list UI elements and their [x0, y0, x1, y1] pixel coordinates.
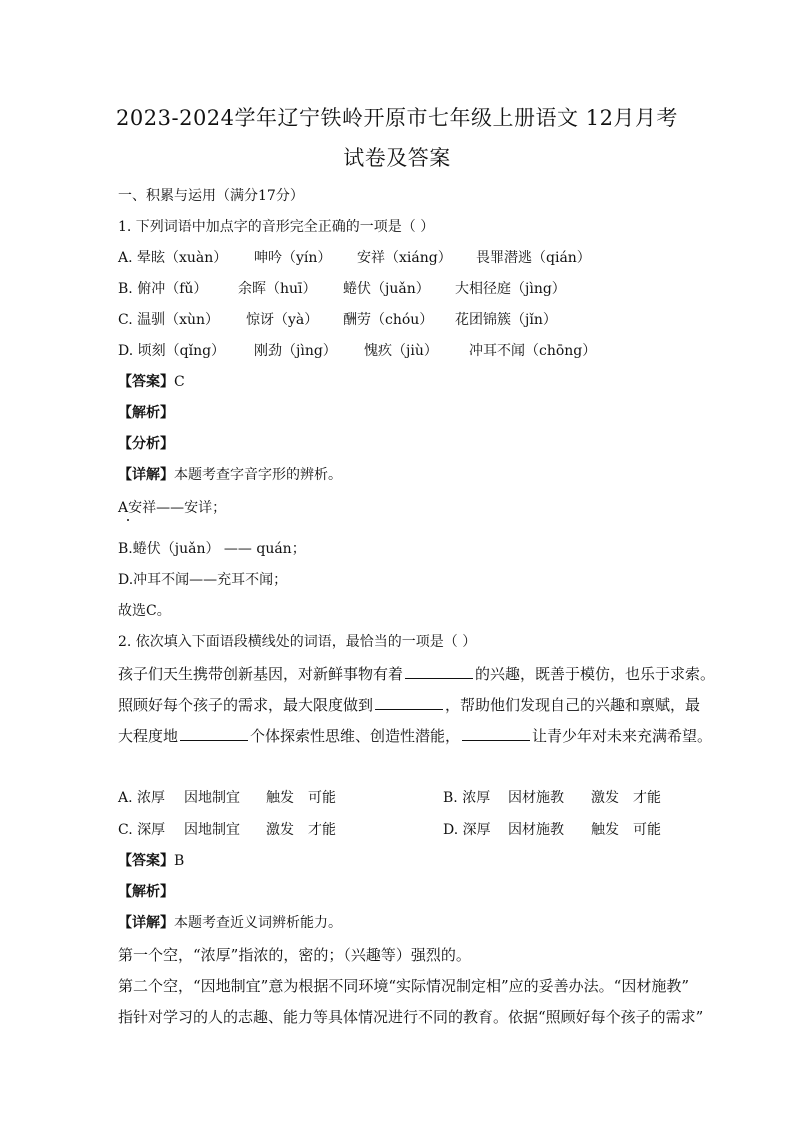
q2-explanation-line2: 第二个空，“因地制宜”意为根据不同环境“实际情况制定相”应的妥善办法。“因材施教” — [118, 977, 690, 995]
q2-option-a-1: A. 浓厚 — [118, 790, 166, 806]
detail-text: 本题考查字音字形的辨析。 — [174, 467, 342, 483]
q1-conclusion: 故选C。 — [118, 603, 171, 619]
q1-option-d-4: 冲耳不闻（chōng） — [469, 343, 597, 359]
q2-option-c-4: 才能 — [308, 822, 336, 838]
document-title-line1: 2023-2024学年辽宁铁岭开原市七年级上册语文 12月月考 — [116, 106, 678, 130]
answer-value: B — [174, 853, 185, 869]
analysis-label: 【解析】 — [118, 884, 174, 900]
q2-option-b-3: 激发 — [591, 790, 619, 806]
fenxi-label: 【分析】 — [118, 436, 174, 452]
q1-note-d: D.冲耳不闻——充耳不闻； — [118, 572, 288, 588]
document-title-line2: 试卷及答案 — [343, 146, 451, 170]
answer-value: C — [174, 374, 185, 390]
answer-label: 【答案】 — [118, 374, 174, 390]
q2-answer — [118, 851, 184, 871]
section-heading: 一、积累与运用（满分17分） — [118, 188, 304, 204]
emphasis-dot — [127, 519, 129, 521]
q2-paragraph-line2: 照顾好每个孩子的需求，最大限度做到 ，帮助他们发现自己的兴趣和禀赋，最 — [118, 696, 701, 714]
q2-option-b-2: 因材施教 — [508, 790, 564, 806]
fill-blank-1 — [405, 664, 473, 679]
q1-option-d-1: D. 顷刻（qǐng） — [118, 343, 226, 359]
fill-blank-4 — [462, 726, 530, 741]
q1-option-b-3: 蜷伏（juǎn） — [343, 281, 430, 297]
q2-detail — [118, 913, 342, 933]
q1-option-b-1: B. 俯冲（fǔ） — [118, 281, 208, 297]
q2-option-c-3: 激发 — [266, 822, 294, 838]
q1-detail — [118, 465, 342, 485]
q2-explanation-line3: 指针对学习的人的志趣、能力等具体情况进行不同的教育。依据“照顾好每个孩子的需求” — [118, 1008, 704, 1026]
q1-option-c-4: 花团锦簇（jǐn） — [455, 312, 557, 328]
q2-explanation-line1: 第一个空，“浓厚”指浓的，密的；（兴趣等）强烈的。 — [118, 946, 471, 964]
q1-option-c-1: C. 温驯（xùn） — [118, 312, 220, 328]
analysis-label: 【解析】 — [118, 405, 174, 421]
detail-label: 【详解】 — [118, 467, 174, 483]
q1-option-c-3: 酬劳（chóu） — [343, 312, 434, 328]
q1-option-a-4: 畏罪潜逃（qián） — [476, 250, 591, 266]
q2-option-b-4: 才能 — [633, 790, 661, 806]
question-1-stem: 1. 下列词语中加点字的音形完全正确的一项是（ ） — [118, 219, 435, 235]
q2-option-a-2: 因地制宜 — [184, 790, 240, 806]
detail-label: 【详解】 — [118, 915, 174, 931]
q1-option-d-2: 刚劲（jìng） — [254, 343, 337, 359]
q2-option-d-4: 可能 — [633, 822, 661, 838]
q1-option-b-4: 大相径庭（jìng） — [455, 281, 566, 297]
q2-option-c-1: C. 深厚 — [118, 822, 166, 838]
q1-option-d-3: 愧疚（jiù） — [364, 343, 438, 359]
q2-paragraph-line1: 孩子们天生携带创新基因，对新鲜事物有着 的兴趣，既善于模仿，也乐于求索。 — [118, 665, 716, 683]
q2-option-d-2: 因材施教 — [508, 822, 564, 838]
q1-note-b: B.蜷伏（juǎn） —— quán； — [118, 541, 306, 557]
q1-option-a-3: 安祥（xiáng） — [357, 250, 452, 266]
fill-blank-2 — [375, 695, 443, 710]
q2-option-c-2: 因地制宜 — [184, 822, 240, 838]
q1-note-a: A安祥——安详； — [118, 500, 227, 516]
q2-option-d-3: 触发 — [591, 822, 619, 838]
q1-option-c-2: 惊讶（yà） — [246, 312, 319, 328]
q1-option-a-2: 呻吟（yín） — [254, 250, 332, 266]
question-2-stem: 2. 依次填入下面语段横线处的词语，最恰当的一项是（ ） — [118, 634, 477, 650]
q1-fenxi-label — [118, 434, 174, 454]
q2-option-a-4: 可能 — [308, 790, 336, 806]
q1-analysis-label — [118, 403, 174, 423]
q1-answer — [118, 372, 185, 392]
q2-analysis-label — [118, 882, 174, 902]
detail-text: 本题考查近义词辨析能力。 — [174, 915, 342, 931]
q2-paragraph-line3: 大程度地 个体探索性思维、创造性潜能， 让青少年对未来充满希望。 — [118, 727, 713, 745]
q2-option-b-1: B. 浓厚 — [443, 790, 491, 806]
fill-blank-3 — [180, 726, 248, 741]
q1-option-b-2: 余晖（huī） — [238, 281, 317, 297]
q2-option-a-3: 触发 — [266, 790, 294, 806]
q2-option-d-1: D. 深厚 — [443, 822, 491, 838]
answer-label: 【答案】 — [118, 853, 174, 869]
q1-option-a-1: A. 晕眩（xuàn） — [118, 250, 228, 266]
